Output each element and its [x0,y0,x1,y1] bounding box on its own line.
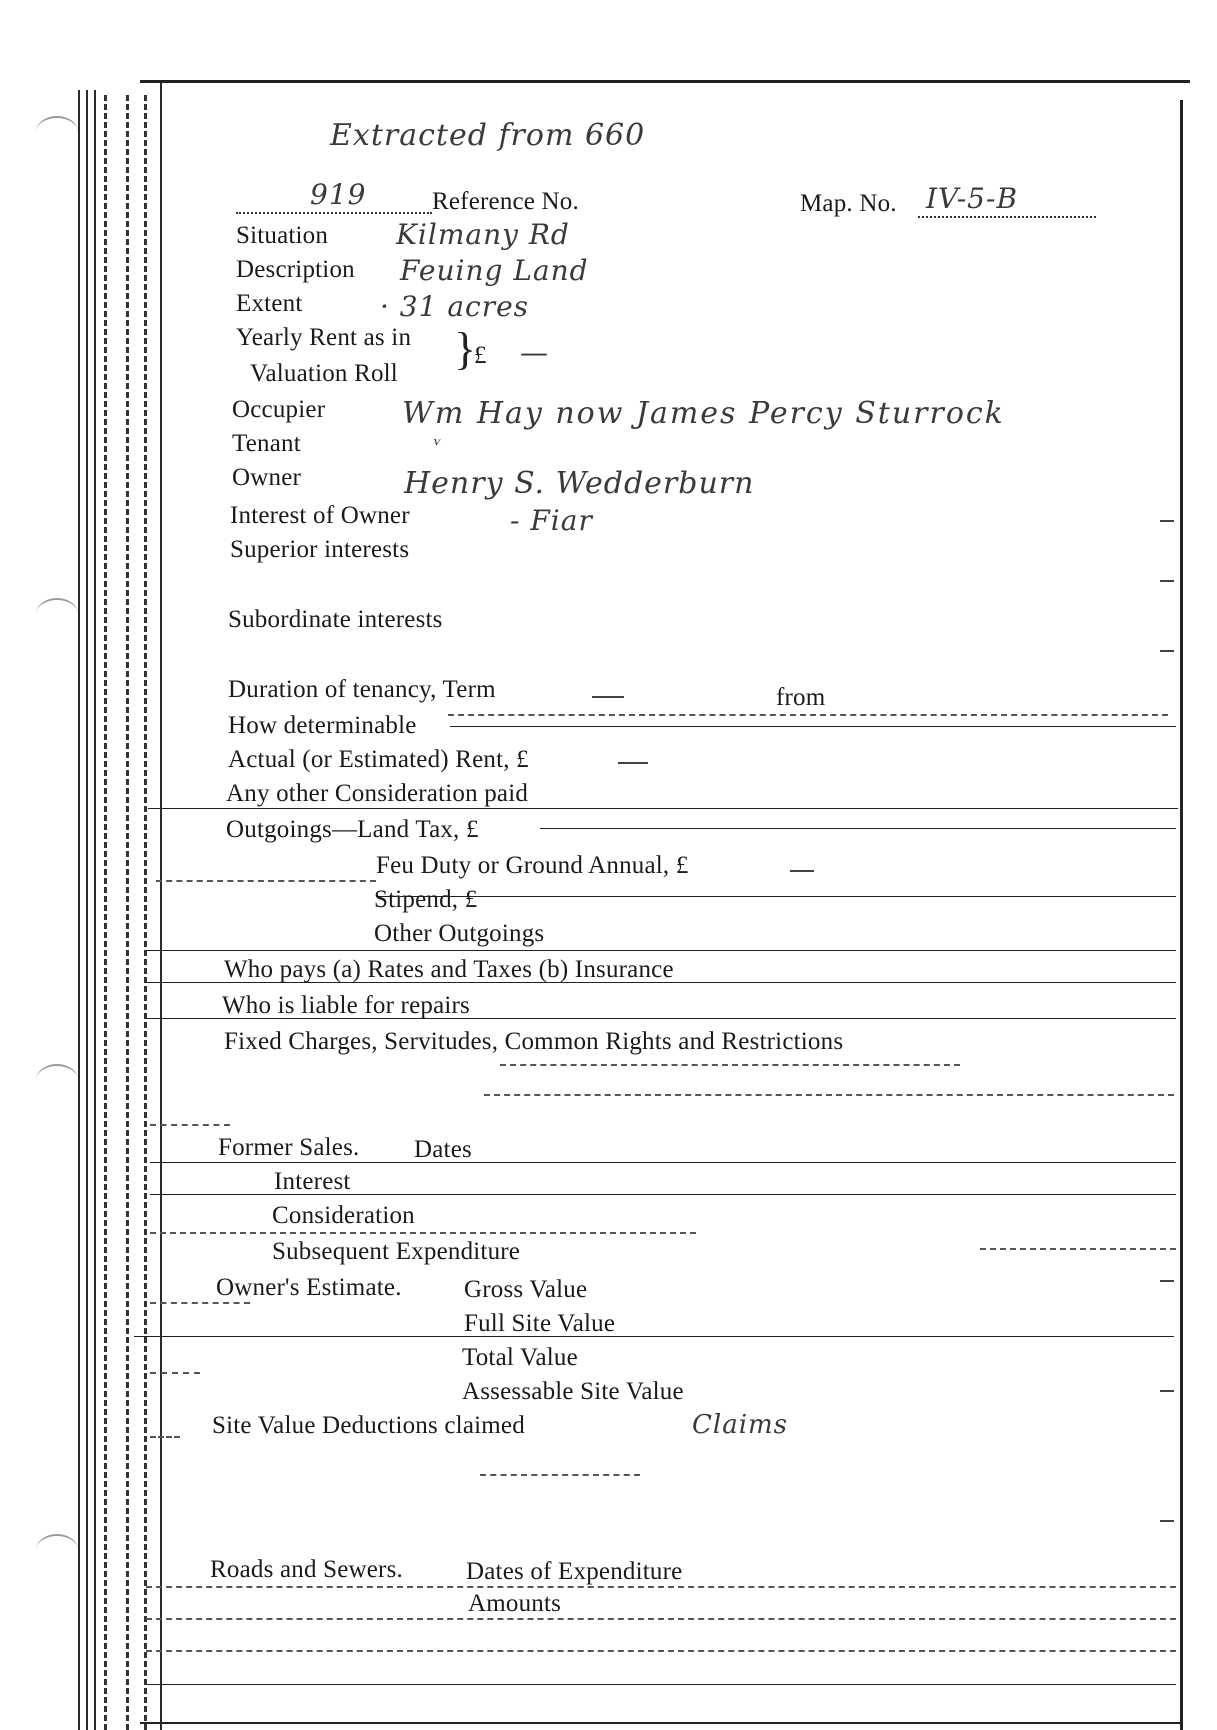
how-determinable-rule [450,726,1176,727]
other-outgoings-label: Other Outgoings [374,920,545,947]
former-sales-consideration-label: Consideration [272,1202,415,1229]
binder-edge-line [94,90,96,1730]
former-sales-rule [150,1162,1176,1163]
extent-value: · 31 acres [380,290,530,323]
situation-label: Situation [236,222,329,249]
situation-value: Kilmany Rd [396,218,570,251]
other-outgoings-rule [146,950,1176,951]
binder-stitching [104,95,107,1730]
map-dotted-line [918,216,1096,218]
occupier-value: Wm Hay now James Percy Sturrock [402,396,1005,431]
who-pays-label: Who pays (a) Rates and Taxes (b) Insurance [224,956,674,983]
margin-tick [1160,1520,1174,1522]
total-value-label: Total Value [462,1344,578,1371]
roads-rule-3 [146,1650,1176,1652]
description-label: Description [236,256,355,283]
stipend-label: Stipend, £ [374,886,478,913]
consideration-rule [150,1232,696,1234]
actual-rent-label: Actual (or Estimated) Rent, £ [228,746,529,773]
reference-dotted-line [236,212,432,214]
who-pays-rule [146,982,1176,983]
binder-stitching [144,95,147,1730]
duration-from-label: from [776,684,826,711]
punch-hole-mark [36,1064,78,1096]
gross-value-label: Gross Value [464,1276,588,1303]
interest-rule [150,1194,1176,1195]
subsequent-rule [980,1248,1176,1250]
fixed-charges-rule [500,1064,960,1066]
map-number-label: Map. No. [800,190,897,217]
header-note: Extracted from 660 [330,118,646,153]
owners-estimate-left-rule [150,1302,250,1304]
actual-rent-dash [618,762,648,764]
feu-duty-left-rule [156,880,376,882]
tenant-label: Tenant [232,430,301,457]
roads-rule-4 [146,1684,1176,1685]
deductions-rule-2 [480,1474,640,1476]
margin-tick [1160,1280,1174,1282]
occupier-label: Occupier [232,396,326,423]
yearly-rent-brace: } [454,323,477,374]
site-value-deductions-value: Claims [692,1410,789,1440]
subsequent-expenditure-label: Subsequent Expenditure [272,1238,521,1265]
roads-amounts-label: Amounts [468,1590,562,1617]
roads-amounts-rule [146,1618,1176,1620]
binder-edge-line [86,90,88,1730]
tenant-value: ᵥ [434,426,443,450]
feu-duty-label: Feu Duty or Ground Annual, £ [376,852,689,879]
margin-tick [1160,650,1174,652]
duration-of-tenancy-label: Duration of tenancy, Term [228,676,496,703]
punch-hole-mark [36,1534,78,1566]
superior-interests-label: Superior interests [230,536,410,563]
full-site-value-label: Full Site Value [464,1310,616,1337]
site-value-deductions-label: Site Value Deductions claimed [212,1412,525,1439]
fixed-charges-rule-3 [150,1124,230,1126]
duration-dash [592,696,624,698]
assessable-site-value-label: Assessable Site Value [462,1378,684,1405]
extent-label: Extent [236,290,303,317]
yearly-rent-label-line2: Valuation Roll [250,360,398,387]
other-consideration-rule [148,808,1178,809]
full-site-value-rule [134,1336,1174,1337]
former-sales-label: Former Sales. [218,1134,360,1161]
punch-hole-mark [36,598,78,630]
binder-edge-line [160,80,162,1730]
page-bottom-border [140,1722,1180,1724]
how-determinable-label: How determinable [228,712,417,739]
fixed-charges-rule-2 [484,1094,1174,1096]
owner-label: Owner [232,464,302,491]
yearly-rent-currency: £ [474,342,487,369]
punch-hole-mark [36,116,78,148]
subordinate-interests-label: Subordinate interests [228,606,443,633]
land-tax-rule [540,828,1176,829]
map-number-value: IV-5-B [926,182,1019,215]
description-value: Feuing Land [400,254,589,287]
roads-dates-label: Dates of Expenditure [466,1558,683,1585]
interest-of-owner-label: Interest of Owner [230,502,410,529]
owner-value: Henry S. Wedderburn [404,466,755,501]
yearly-rent-label-line1: Yearly Rent as in [236,324,412,351]
page-right-border [1180,100,1183,1730]
feu-duty-rule [376,896,1176,897]
former-sales-dates-label: Dates [414,1136,472,1163]
deductions-left-rule [150,1436,180,1438]
reference-number-label: Reference No. [432,188,579,215]
duration-rule [448,714,1168,716]
margin-tick [1160,580,1174,582]
binder-stitching [126,95,129,1730]
margin-tick [1160,1390,1174,1392]
page-top-border [140,80,1190,83]
feu-duty-dash [790,870,814,872]
total-value-left-rule [150,1372,200,1374]
fixed-charges-label: Fixed Charges, Servitudes, Common Rights and Restrictions [224,1028,844,1055]
binder-edge-line [78,90,80,1730]
roads-dates-rule [146,1586,1176,1588]
repairs-rule [146,1018,1176,1019]
owners-estimate-label: Owner's Estimate. [216,1274,402,1301]
margin-tick [1160,520,1174,522]
roads-and-sewers-label: Roads and Sewers. [210,1556,403,1583]
outgoings-land-tax-label: Outgoings—Land Tax, £ [226,816,479,843]
former-sales-interest-label: Interest [274,1168,351,1195]
interest-of-owner-value: - Fiar [510,504,593,537]
other-consideration-label: Any other Consideration paid [226,780,529,807]
reference-number-value: 919 [310,178,367,211]
yearly-rent-value: — [520,336,549,369]
repairs-label: Who is liable for repairs [222,992,470,1019]
